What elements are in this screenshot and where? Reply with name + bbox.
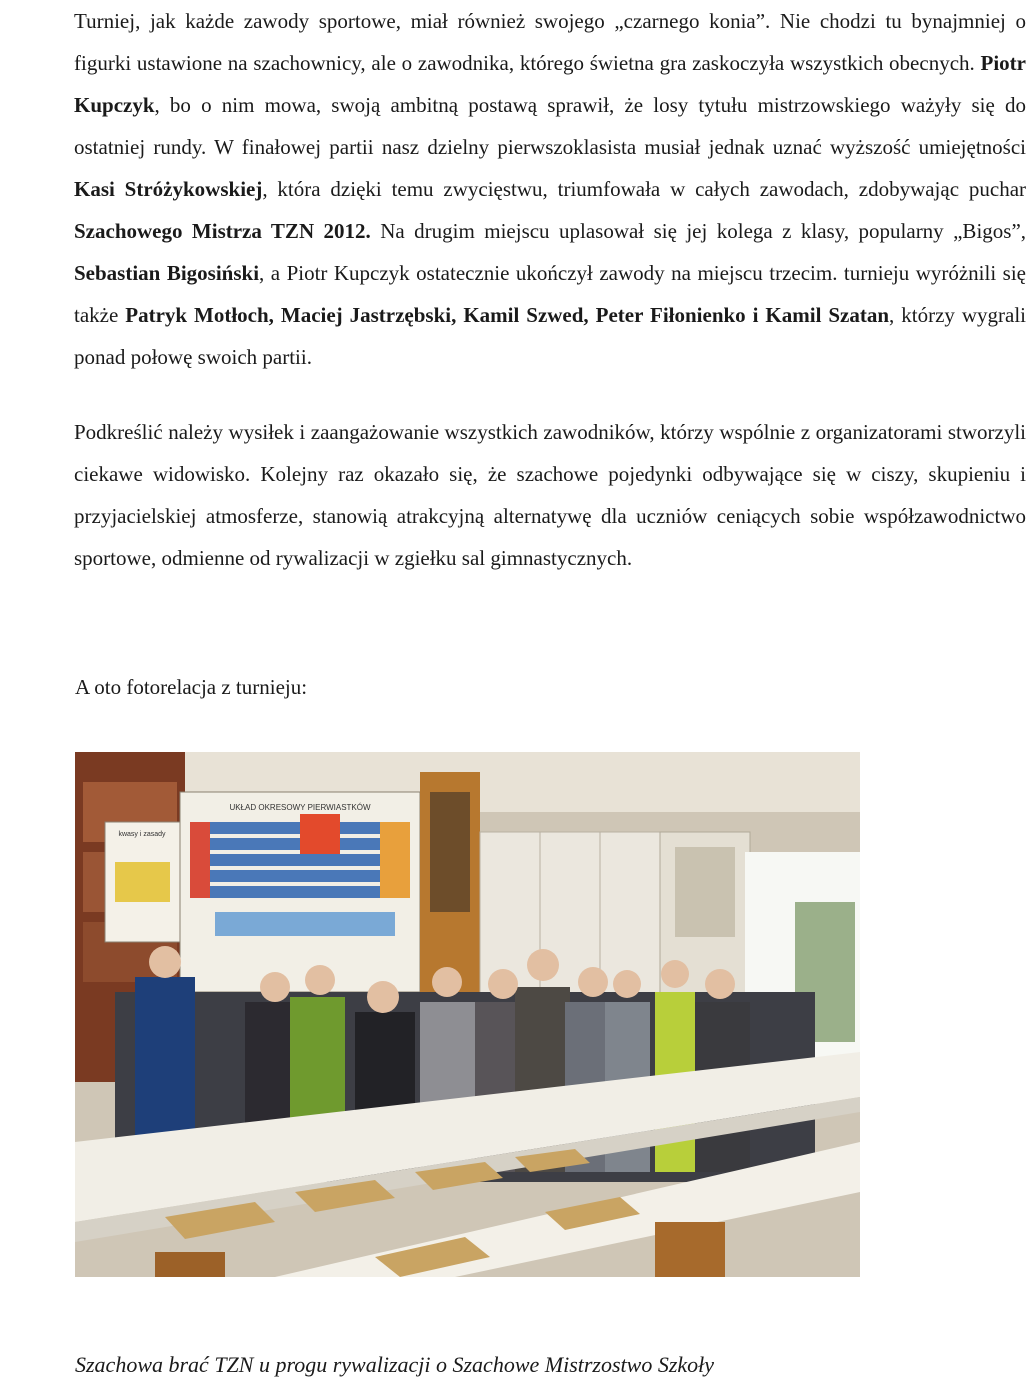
photo-intro: A oto fotorelacja z turnieju: (75, 675, 308, 699)
text-segment: , którzy wygrali ponad połowę swoich partii. (74, 303, 1026, 369)
text-segment: , która dzięki temu zwycięstwu, triumfowała w całych zawodach, zdobywając puchar (262, 177, 1026, 201)
text-segment: , bo o nim mowa, swoją ambitną postawą sprawił, że losy tytułu mistrzowskiego ważyły się do ostatniej rundy. W finałowej partii nasz dzielny pierwszoklasista musiał jednak uznać wyższość umiejętności (74, 93, 1026, 159)
player-name: Piotr Kupczyk (74, 51, 1026, 117)
poster-title: UKŁAD OKRESOWY PIERWIASTKÓW (229, 803, 371, 812)
paragraph-results (4, 0, 1026, 378)
title-name: Szachowego Mistrza TZN 2012. (74, 219, 371, 243)
player-name: Sebastian Bigosiński (74, 261, 260, 285)
player-names: Patryk Motłoch, Maciej Jastrzębski, Kamil Szwed, Peter Fiłonienko i Kamil Szatan (125, 303, 890, 327)
text-segment: Na drugim miejscu uplasował się jej kolega z klasy, popularny „Bigos”, (380, 219, 1026, 243)
tournament-photo (75, 752, 860, 1277)
player-name: Kasi Stróżykowskiej (74, 177, 263, 201)
paragraph-summary: Podkreślić należy wysiłek i zaangażowanie wszystkich zawodników, którzy wspólnie z organizatorami stworzyli ciekawe widowisko. Kolejny raz okazało się, że szachowe pojedynki odbywające się w ciszy, skupieniu i przyjacielskiej atmosferze, stanowią atrakcyjną alternatywę dla uczniów ceniących sobie współzawodnictwo sportowe, odmienne od rywalizacji w zgiełku sal gimnastycznych. (74, 420, 1026, 570)
text-segment: Turniej, jak każde zawody sportowe, miał również swojego „czarnego konia”. Nie chodzi tu bynajmniej o figurki ustawione na szachownicy, ale o zawodnika, którego świetna gra zaskoczyła wszystkich obecnych. (74, 9, 1026, 75)
text-segment: , a Piotr Kupczyk ostatecznie ukończył zawody na miejscu trzecim. turnieju wyróżnili się także (74, 261, 1026, 327)
poster-small-title: kwasy i zasady (118, 831, 166, 838)
photo-caption: Szachowa brać TZN u progu rywalizacji o Szachowe Mistrzostwo Szkoły (75, 1352, 715, 1377)
